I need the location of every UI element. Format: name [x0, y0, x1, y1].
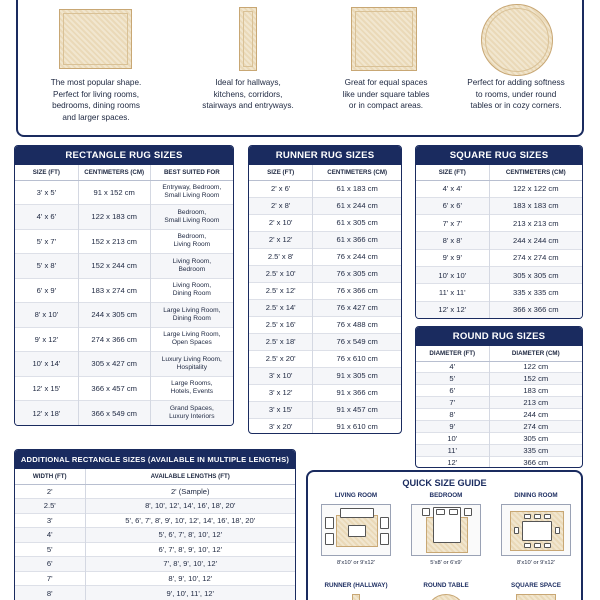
table-row — [416, 284, 582, 301]
table-cell: 4' x 6' — [15, 205, 78, 230]
table-row — [416, 180, 582, 197]
table-cell-suited: Large Living Room, Dining Room — [150, 303, 233, 328]
round-sizes-table — [416, 346, 582, 468]
table-cell-suited: Large Living Room, Open Spaces — [150, 327, 233, 352]
table-row — [416, 266, 582, 283]
table-row — [416, 215, 582, 232]
table-cell: 61 x 183 cm — [313, 180, 401, 197]
table-cell: 366 x 457 cm — [78, 376, 150, 401]
additional-sizes-table — [15, 469, 295, 600]
table-cell-suited: Grand Spaces, Luxury Interiors — [150, 401, 233, 426]
table-cell: 274 x 274 cm — [489, 249, 582, 266]
table-cell: 12' x 15' — [15, 376, 78, 401]
table-row — [15, 528, 295, 543]
table-row — [249, 316, 401, 333]
runner-diagram-icon — [352, 594, 360, 600]
shape-rectangle-desc: The most popular shape. Perfect for living rooms, bedrooms, dining rooms and larger spaces. — [50, 78, 142, 122]
table-row — [15, 571, 295, 586]
table-cell: 305 x 427 cm — [78, 352, 150, 377]
table-cell: 213 x 213 cm — [489, 215, 582, 232]
living-room-diagram-icon — [321, 504, 391, 556]
table-row — [15, 352, 233, 377]
table-cell: 8' x 10' — [15, 303, 78, 328]
table-row — [15, 376, 233, 401]
table-cell: 61 x 244 cm — [313, 197, 401, 214]
table-row — [249, 333, 401, 350]
runner-rug-icon — [239, 7, 257, 71]
table-row — [15, 557, 295, 572]
quick-dining-room — [496, 492, 576, 572]
table-cell: 2.5' x 14' — [249, 299, 313, 316]
col-header: SIZE (FT) — [416, 165, 489, 180]
table-cell: 6' — [15, 557, 85, 572]
table-cell: 7' x 7' — [416, 215, 489, 232]
table-cell: 76 x 427 cm — [313, 299, 401, 316]
table-cell-suited: Large Rooms, Hotels, Events — [150, 376, 233, 401]
table-row — [416, 373, 582, 385]
table-cell: 3' x 15' — [249, 401, 313, 418]
table-cell: 244 cm — [489, 409, 582, 421]
table-cell: 91 x 366 cm — [313, 384, 401, 401]
quick-label: RUNNER (HALLWAY) — [324, 582, 388, 589]
rectangle-sizes-table — [15, 165, 233, 425]
table-row — [416, 232, 582, 249]
runner-sizes-title: RUNNER RUG SIZES — [249, 146, 401, 165]
table-cell: 5' x 8' — [15, 254, 78, 279]
table-row — [416, 301, 582, 318]
table-cell: 76 x 610 cm — [313, 350, 401, 367]
col-header: CENTIMETERS (CM) — [78, 165, 150, 180]
table-row — [15, 303, 233, 328]
table-cell: 6' — [416, 385, 489, 397]
table-cell-suited: Living Room, Bedroom — [150, 254, 233, 279]
table-cell-suited: Entryway, Bedroom, Small Living Room — [150, 180, 233, 205]
table-row — [416, 456, 582, 468]
table-cell: 8', 9', 10', 12' — [85, 571, 295, 586]
table-cell: 183 x 183 cm — [489, 197, 582, 214]
table-cell: 7' — [15, 571, 85, 586]
table-cell: 152 x 213 cm — [78, 229, 150, 254]
quick-round-table — [406, 582, 486, 600]
table-cell: 4' — [15, 528, 85, 543]
table-row — [15, 586, 295, 600]
quick-caption: 5'x8' or 6'x9' — [430, 560, 462, 566]
rectangle-sizes-panel — [14, 145, 234, 426]
table-cell: 274 cm — [489, 420, 582, 432]
table-row — [249, 384, 401, 401]
square-space-diagram-icon — [516, 594, 556, 600]
table-cell: 244 x 305 cm — [78, 303, 150, 328]
table-cell: 91 x 152 cm — [78, 180, 150, 205]
round-sizes-panel — [415, 326, 583, 468]
table-cell: 122 x 183 cm — [78, 205, 150, 230]
table-row — [416, 197, 582, 214]
table-cell-suited: Living Room, Dining Room — [150, 278, 233, 303]
table-cell: 2.5' x 18' — [249, 333, 313, 350]
table-cell: 12' — [416, 456, 489, 468]
table-cell: 9' x 12' — [15, 327, 78, 352]
table-row — [416, 444, 582, 456]
table-cell: 10' x 14' — [15, 352, 78, 377]
table-cell: 76 x 549 cm — [313, 333, 401, 350]
table-row — [15, 278, 233, 303]
table-cell: 7' — [416, 397, 489, 409]
table-cell: 8' — [15, 586, 85, 600]
table-cell: 274 x 366 cm — [78, 327, 150, 352]
table-cell: 5' — [416, 373, 489, 385]
table-row — [416, 397, 582, 409]
rectangle-sizes-title: RECTANGLE RUG SIZES — [15, 146, 233, 165]
round-rug-icon — [481, 4, 553, 76]
quick-label: SQUARE SPACE — [511, 582, 561, 589]
table-cell: 183 cm — [489, 385, 582, 397]
table-cell: 3' x 5' — [15, 180, 78, 205]
table-cell: 9', 10', 11', 12' — [85, 586, 295, 600]
quick-guide-title: QUICK SIZE GUIDE — [402, 478, 487, 488]
table-row — [249, 418, 401, 434]
table-cell: 2.5' x 8' — [249, 248, 313, 265]
table-cell: 335 x 335 cm — [489, 284, 582, 301]
table-row — [249, 299, 401, 316]
table-row — [15, 499, 295, 514]
table-cell: 7', 8', 9', 10', 12' — [85, 557, 295, 572]
table-cell: 366 cm — [489, 456, 582, 468]
table-cell: 2' x 12' — [249, 231, 313, 248]
table-cell: 305 x 305 cm — [489, 266, 582, 283]
table-cell: 122 x 122 cm — [489, 180, 582, 197]
table-cell: 5' — [15, 542, 85, 557]
quick-runner — [316, 582, 396, 600]
table-cell: 8' x 8' — [416, 232, 489, 249]
table-row — [15, 401, 233, 426]
table-cell: 76 x 305 cm — [313, 265, 401, 282]
table-row — [416, 385, 582, 397]
table-cell: 76 x 366 cm — [313, 282, 401, 299]
table-cell: 4' x 4' — [416, 180, 489, 197]
col-header: CENTIMETERS (CM) — [489, 165, 582, 180]
table-cell: 2' — [15, 484, 85, 499]
table-row — [416, 361, 582, 373]
runner-sizes-panel — [248, 145, 402, 434]
table-cell: 3' x 20' — [249, 418, 313, 434]
table-cell: 10' — [416, 432, 489, 444]
quick-label: BEDROOM — [429, 492, 463, 499]
shape-runner-desc: Ideal for hallways, kitchens, corridors, stairways and entryways. — [202, 78, 294, 110]
col-header: DIAMETER (FT) — [416, 346, 489, 361]
table-cell: 2.5' — [15, 499, 85, 514]
quick-label: DINING ROOM — [514, 492, 558, 499]
col-header: SIZE (FT) — [249, 165, 313, 180]
additional-sizes-body — [15, 484, 295, 600]
table-cell: 76 x 488 cm — [313, 316, 401, 333]
table-cell: 2.5' x 20' — [249, 350, 313, 367]
table-cell: 6', 7', 8', 9', 10', 12' — [85, 542, 295, 557]
quick-bedroom — [406, 492, 486, 572]
table-cell-suited: Bedroom, Living Room — [150, 229, 233, 254]
shape-round-desc: Perfect for adding softness to rooms, under round tables or in cozy corners. — [467, 78, 565, 110]
table-row — [15, 542, 295, 557]
table-row — [249, 367, 401, 384]
quick-living-room — [316, 492, 396, 572]
table-row — [15, 513, 295, 528]
table-row — [15, 327, 233, 352]
table-row — [249, 197, 401, 214]
table-row — [15, 229, 233, 254]
table-cell: 366 x 366 cm — [489, 301, 582, 318]
table-cell: 91 x 305 cm — [313, 367, 401, 384]
quick-label: LIVING ROOM — [334, 492, 378, 499]
table-row — [15, 254, 233, 279]
table-cell: 61 x 366 cm — [313, 231, 401, 248]
table-cell: 91 x 457 cm — [313, 401, 401, 418]
table-row — [249, 231, 401, 248]
round-sizes-body — [416, 361, 582, 468]
rug-shapes-panel — [16, 0, 584, 137]
table-cell: 3' — [15, 513, 85, 528]
table-row — [416, 420, 582, 432]
table-row — [249, 282, 401, 299]
quick-size-guide — [306, 470, 583, 600]
quick-caption: 8'x10' or 9'x12' — [337, 560, 375, 566]
quick-square-space — [496, 582, 576, 600]
rectangle-sizes-body — [15, 180, 233, 425]
col-header: DIAMETER (CM) — [489, 346, 582, 361]
table-row — [15, 180, 233, 205]
additional-sizes-panel — [14, 449, 296, 600]
table-row — [15, 205, 233, 230]
square-sizes-body — [416, 180, 582, 318]
table-cell: 213 cm — [489, 397, 582, 409]
table-cell: 2.5' x 16' — [249, 316, 313, 333]
col-header: WIDTH (FT) — [15, 469, 85, 484]
table-cell: 11' x 11' — [416, 284, 489, 301]
table-cell: 11' — [416, 444, 489, 456]
table-cell: 76 x 244 cm — [313, 248, 401, 265]
runner-sizes-table — [249, 165, 401, 434]
table-cell: 12' x 12' — [416, 301, 489, 318]
table-cell: 5', 6', 7', 8', 9', 10', 12', 14', 16', 18', 20' — [85, 513, 295, 528]
table-cell: 335 cm — [489, 444, 582, 456]
table-cell: 2.5' x 12' — [249, 282, 313, 299]
table-cell: 6' x 6' — [416, 197, 489, 214]
table-cell: 2' (Sample) — [85, 484, 295, 499]
table-cell: 5', 6', 7', 8', 10', 12' — [85, 528, 295, 543]
col-header: CENTIMETERS (CM) — [313, 165, 401, 180]
table-cell: 4' — [416, 361, 489, 373]
table-cell: 12' x 18' — [15, 401, 78, 426]
runner-sizes-body — [249, 180, 401, 434]
table-row — [249, 350, 401, 367]
table-cell: 122 cm — [489, 361, 582, 373]
table-cell-suited: Bedroom, Small Living Room — [150, 205, 233, 230]
rectangle-rug-icon — [59, 9, 132, 69]
bedroom-diagram-icon — [411, 504, 481, 556]
table-cell: 3' x 10' — [249, 367, 313, 384]
table-cell: 5' x 7' — [15, 229, 78, 254]
table-cell: 2' x 8' — [249, 197, 313, 214]
table-row — [249, 248, 401, 265]
col-header: SIZE (FT) — [15, 165, 78, 180]
table-cell: 9' — [416, 420, 489, 432]
dining-room-diagram-icon — [501, 504, 571, 556]
table-cell: 8', 10', 12', 14', 16', 18', 20' — [85, 499, 295, 514]
table-cell: 152 cm — [489, 373, 582, 385]
square-sizes-title: SQUARE RUG SIZES — [416, 146, 582, 165]
table-cell: 2.5' x 10' — [249, 265, 313, 282]
table-cell: 61 x 305 cm — [313, 214, 401, 231]
table-cell: 366 x 549 cm — [78, 401, 150, 426]
square-sizes-panel — [415, 145, 583, 319]
col-header: BEST SUITED FOR — [150, 165, 233, 180]
table-cell: 152 x 244 cm — [78, 254, 150, 279]
table-cell: 10' x 10' — [416, 266, 489, 283]
table-row — [249, 180, 401, 197]
table-cell: 8' — [416, 409, 489, 421]
table-row — [249, 401, 401, 418]
table-cell: 2' x 6' — [249, 180, 313, 197]
table-row — [249, 214, 401, 231]
square-sizes-table — [416, 165, 582, 318]
quick-caption: 8'x10' or 9'x12' — [517, 560, 555, 566]
table-row — [416, 409, 582, 421]
table-row — [416, 432, 582, 444]
table-cell: 244 x 244 cm — [489, 232, 582, 249]
quick-label: ROUND TABLE — [423, 582, 469, 589]
square-rug-icon — [351, 7, 417, 71]
shape-square-desc: Great for equal spaces like under square tables or in compact areas. — [342, 78, 430, 110]
table-cell-suited: Luxury Living Room, Hospitality — [150, 352, 233, 377]
additional-sizes-title: ADDITIONAL RECTANGLE SIZES (AVAILABLE IN MULTIPLE LENGTHS) — [15, 450, 295, 469]
table-cell: 305 cm — [489, 432, 582, 444]
round-sizes-title: ROUND RUG SIZES — [416, 327, 582, 346]
table-row — [15, 484, 295, 499]
table-cell: 6' x 9' — [15, 278, 78, 303]
table-cell: 183 x 274 cm — [78, 278, 150, 303]
table-row — [249, 265, 401, 282]
table-cell: 91 x 610 cm — [313, 418, 401, 434]
table-row — [416, 249, 582, 266]
round-table-diagram-icon — [426, 594, 466, 600]
table-cell: 3' x 12' — [249, 384, 313, 401]
table-cell: 2' x 10' — [249, 214, 313, 231]
table-cell: 9' x 9' — [416, 249, 489, 266]
col-header: AVAILABLE LENGTHS (FT) — [85, 469, 295, 484]
